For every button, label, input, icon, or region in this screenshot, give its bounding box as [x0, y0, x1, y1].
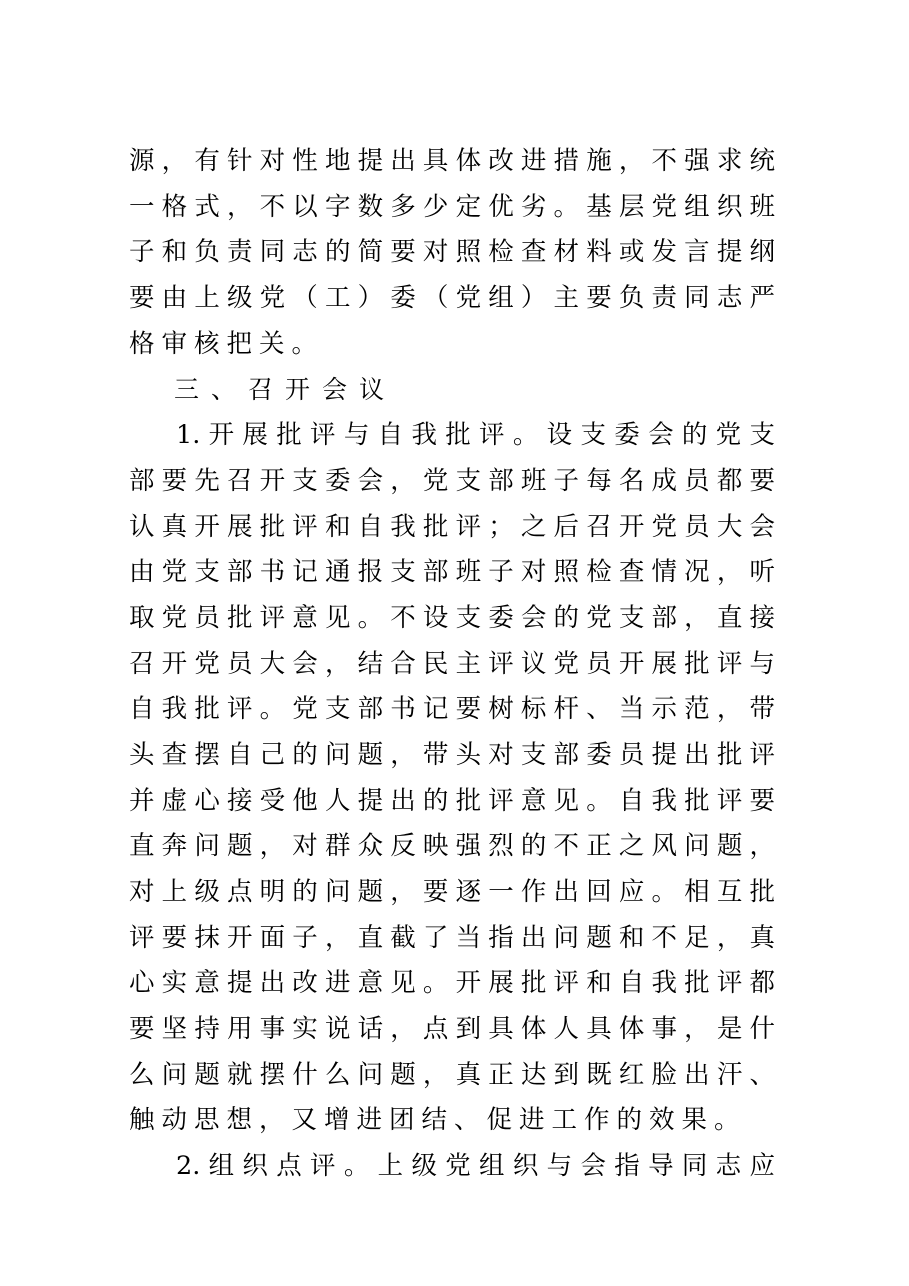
section-heading: 三、召开会议 — [174, 375, 397, 405]
paragraph-line: 并虚心接受他人提出的批评意见。自我批评要 — [129, 785, 775, 816]
paragraph-line: 由党支部书记通报支部班子对照检查情况，听 — [129, 557, 775, 588]
paragraph-line: 格审核把关。 — [129, 328, 325, 359]
paragraph-line: 么问题就摆什么问题，真正达到既红脸出汗、 — [129, 1059, 775, 1090]
paragraph-line: 对上级点明的问题，要逐一作出回应。相互批 — [129, 877, 775, 907]
paragraph-line: 头查摆自己的问题，带头对支部委员提出批评 — [129, 739, 775, 770]
paragraph-line: 要由上级党（工）委（党组）主要负责同志严 — [129, 283, 775, 314]
paragraph-line: 心实意提出改进意见。开展批评和自我批评都 — [129, 968, 775, 999]
document-body — [129, 139, 775, 1190]
paragraph-line: 触动思想，又增进团结、促进工作的效果。 — [129, 1105, 747, 1136]
paragraph-line: 2.组织点评。上级党组织与会指导同志应 — [176, 1151, 775, 1182]
paragraph-line: 召开党员大会，结合民主评议党员开展批评与 — [129, 648, 775, 679]
paragraph-line: 取党员批评意见。不设支委会的党支部，直接 — [129, 602, 775, 633]
paragraph-line: 子和负责同志的简要对照检查材料或发言提纲 — [129, 237, 775, 268]
paragraph-line: 直奔问题，对群众反映强烈的不正之风问题， — [129, 831, 775, 862]
paragraph-line: 认真开展批评和自我批评；之后召开党员大会 — [129, 511, 775, 542]
paragraph-line: 自我批评。党支部书记要树标杆、当示范，带 — [129, 694, 775, 725]
paragraph-line: 一格式，不以字数多少定优劣。基层党组织班 — [129, 191, 775, 222]
paragraph-line: 1.开展批评与自我批评。设支委会的党支 — [176, 420, 775, 451]
paragraph-line: 要坚持用事实说话，点到具体人具体事，是什 — [129, 1014, 775, 1045]
paragraph-line: 评要抹开面子，直截了当指出问题和不足，真 — [129, 922, 775, 953]
paragraph-line: 部要先召开支委会，党支部班子每名成员都要 — [129, 465, 775, 496]
paragraph-line: 源，有针对性地提出具体改进措施，不强求统 — [129, 146, 775, 176]
